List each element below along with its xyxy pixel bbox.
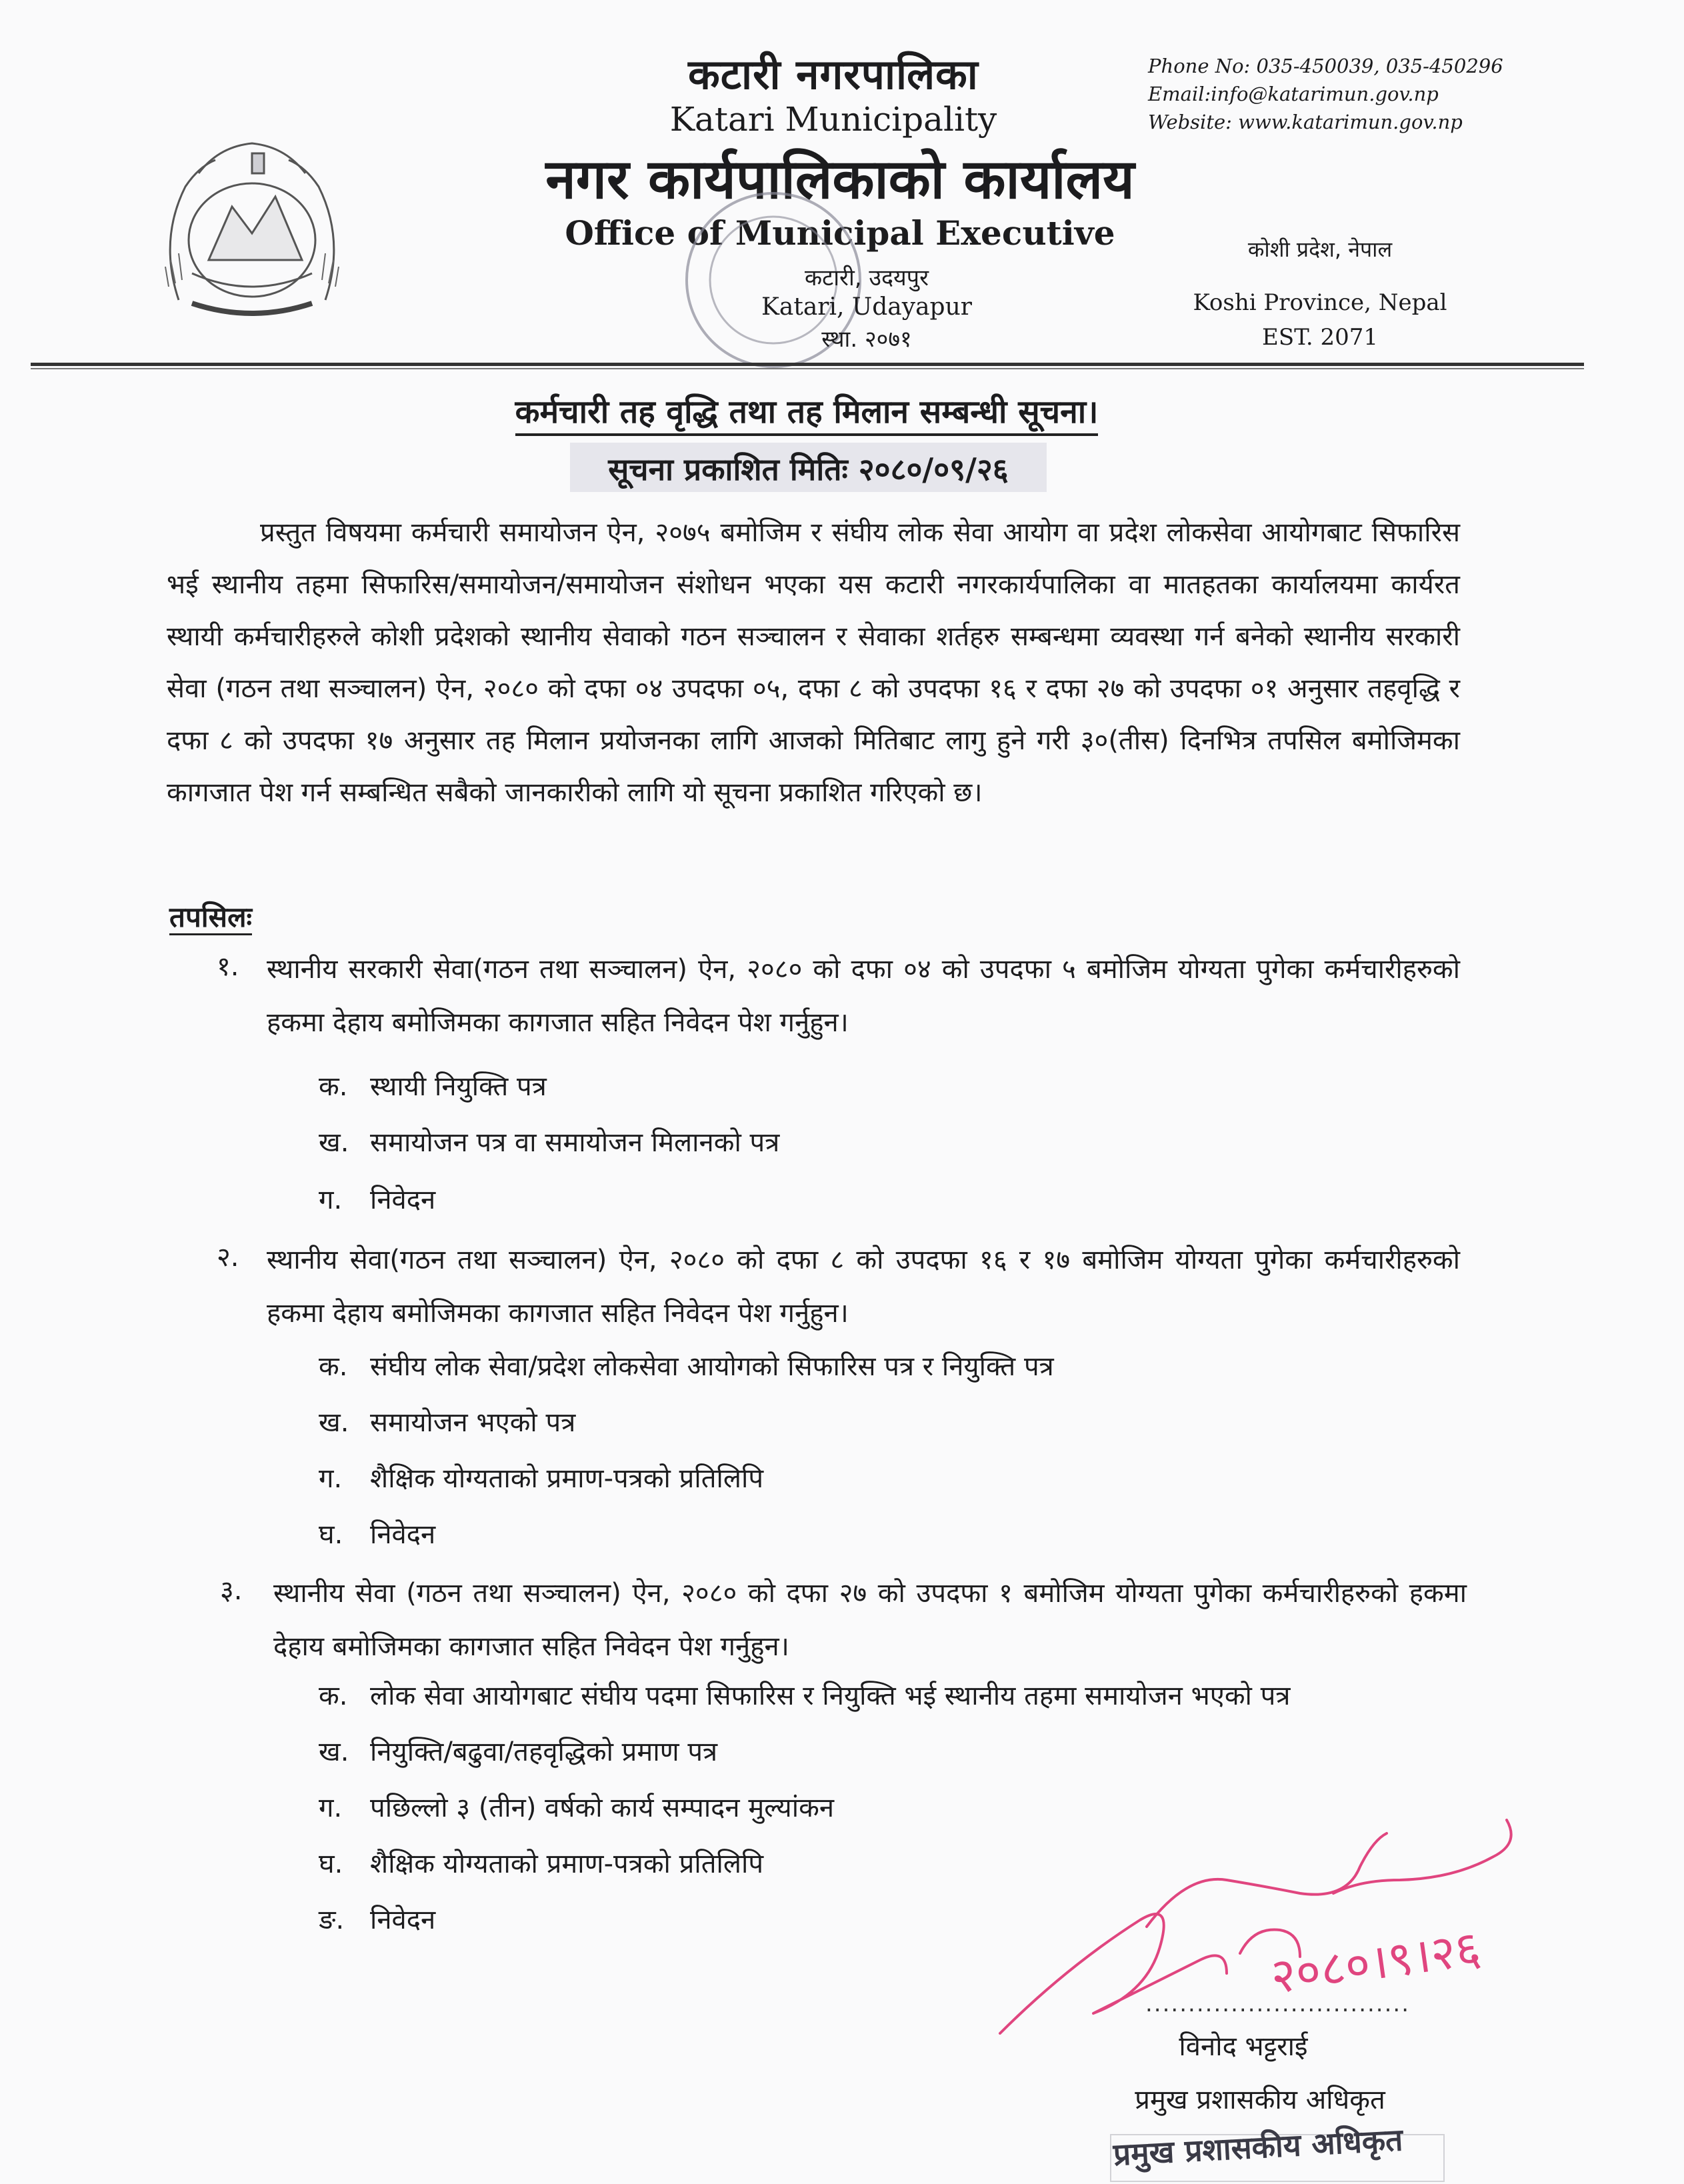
header-divider xyxy=(31,363,1584,369)
notice-published-date: सूचना प्रकाशित मितिः २०८०/०९/२६ xyxy=(608,451,1009,487)
item-text: स्थानीय सरकारी सेवा(गठन तथा सञ्चालन) ऐन, २०८० को दफा ०४ को उपदफा ५ बमोजिम योग्यता पुगेका कर्मचारीहरुको हकमा देहाय बमोजिमका कागजात सहित निवेदन पेश गर्नुहुन। xyxy=(267,954,1460,1038)
address-en: Katari, Udayapur xyxy=(761,293,972,321)
sub-item-letter: ग. xyxy=(319,1463,343,1494)
nepal-emblem-icon xyxy=(152,133,352,327)
sub-item-letter: ख. xyxy=(319,1407,349,1438)
sub-item-letter: क. xyxy=(319,1071,348,1102)
sub-item-text: नियुक्ति/बढुवा/तहवृद्धिको प्रमाण पत्र xyxy=(370,1737,718,1767)
sub-item-letter: ख. xyxy=(319,1127,349,1158)
item-text: स्थानीय सेवा (गठन तथा सञ्चालन) ऐन, २०८० को दफा २७ को उपदफा १ बमोजिम योग्यता पुगेका कर्मचारीहरुको हकमा देहाय बमोजिमका कागजात सहित निवेदन पेश गर्नुहुन। xyxy=(273,1578,1467,1662)
sub-item-text: पछिल्लो ३ (तीन) वर्षको कार्य सम्पादन मुल्यांकन xyxy=(370,1793,835,1823)
province-block-en xyxy=(1187,285,1453,355)
sub-item-letter: ङ. xyxy=(319,1905,345,1935)
item-number: ३. xyxy=(220,1575,243,1606)
item-number: १. xyxy=(217,951,239,982)
sub-item-letter: घ. xyxy=(319,1849,343,1879)
contact-block xyxy=(1148,52,1503,136)
sub-item-letter: घ. xyxy=(319,1519,343,1550)
sub-item-text: संघीय लोक सेवा/प्रदेश लोकसेवा आयोगको सिफारिस पत्र र नियुक्ति पत्र xyxy=(370,1351,1054,1382)
sub-item-text: स्थायी नियुक्ति पत्र xyxy=(370,1071,547,1102)
sub-item-text: समायोजन पत्र वा समायोजन मिलानको पत्र xyxy=(370,1127,780,1158)
item-text: स्थानीय सेवा(गठन तथा सञ्चालन) ऐन, २०८० को दफा ८ को उपदफा १६ र १७ बमोजिम योग्यता पुगेका कर्मचारीहरुको हकमा देहाय बमोजिमका कागजात सहित निवेदन पेश गर्नुहुन। xyxy=(267,1245,1460,1329)
website-address: Website: www.katarimun.gov.np xyxy=(1148,111,1463,133)
sub-item-text: शैक्षिक योग्यताको प्रमाण-पत्रको प्रतिलिपि xyxy=(370,1463,764,1494)
phone-number: Phone No: 035-450039, 035-450296 xyxy=(1148,55,1503,77)
sub-item-text: शैक्षिक योग्यताको प्रमाण-पत्रको प्रतिलिपि xyxy=(370,1849,764,1879)
province-en: Koshi Province, Nepal xyxy=(1193,289,1447,316)
municipality-name-ne: कटारी नगरपालिका xyxy=(688,50,979,99)
sub-item-text: लोक सेवा आयोगबाट संघीय पदमा सिफारिस र नियुक्ति भई स्थानीय तहमा समायोजन भएको पत्र xyxy=(370,1681,1291,1711)
office-name-ne: नगर कार्यपालिकाको कार्यालय xyxy=(545,148,1135,211)
item-number: २. xyxy=(217,1242,239,1273)
intro-text: प्रस्तुत विषयमा कर्मचारी समायोजन ऐन, २०७५ बमोजिम र संघीय लोक सेवा आयोग वा प्रदेश लोकसेवा आयोगबाट सिफारिस भई स्थानीय तहमा सिफारिस/समायोजन/समायोजन संशोधन भएका यस कटारी नगरकार्यपालिका वा मातहतका कार्यालयमा कार्यरत स्थायी कर्मचारीहरुले कोशी प्रदेशको स्थानीय सेवाको गठन सञ्चालन र सेवाका शर्तहरु सम्बन्धमा व्यवस्था गर्न बनेको स्थानीय सरकारी सेवा (गठन तथा सञ्चालन) ऐन, २०८० को दफा ०४ उपदफा ०५, दफा ८ को उपदफा १६ र दफा २७ को उपदफा ०१ अनुसार तहवृद्धि र दफा ८ को उपदफा १७ अनुसार तह मिलान प्रयोजनका लागि आजको मितिबाट लागु हुने गरी ३०(तीस) दिनभित्र तपसिल बमोजिमका कागजात पेश गर्न सम्बन्धित सबैको जानकारीको लागि यो सूचना प्रकाशित गरिएको छ। xyxy=(167,517,1460,808)
rubber-stamp-text: प्रमुख प्रशासकीय अधिकृत xyxy=(1112,2121,1404,2173)
office-name-en: Office of Municipal Executive xyxy=(565,213,1115,253)
intro-paragraph xyxy=(167,507,1460,819)
sub-item-text: समायोजन भएको पत्र xyxy=(370,1407,576,1438)
signature-date: २०८०।९।२६ xyxy=(1267,1919,1484,2005)
notice-title-text: कर्मचारी तह वृद्धि तथा तह मिलान सम्बन्धी सूचना। xyxy=(515,393,1099,436)
sub-item-text: निवेदन xyxy=(370,1185,436,1215)
schedule-heading xyxy=(169,897,252,935)
address-ne: कटारी, उदयपुर xyxy=(804,265,929,291)
sub-item-letter: ग. xyxy=(319,1793,343,1823)
established-ne: स्था. २०७१ xyxy=(821,326,912,353)
sub-item-letter: ग. xyxy=(319,1185,343,1215)
sub-item-text: निवेदन xyxy=(370,1519,436,1550)
notice-title xyxy=(480,389,1133,433)
province-ne: कोशी प्रदेश, नेपाल xyxy=(1247,237,1393,262)
signer-name: विनोद भट्टराई xyxy=(1179,2031,1308,2062)
email-address: Email:info@katarimun.gov.np xyxy=(1148,83,1439,105)
municipality-name-en: Katari Municipality xyxy=(669,100,997,139)
sub-item-letter: क. xyxy=(319,1351,348,1382)
signer-title: प्रमुख प्रशासकीय अधिकृत xyxy=(1135,2085,1385,2115)
sub-item-letter: क. xyxy=(319,1681,348,1711)
established-en: EST. 2071 xyxy=(1262,324,1378,351)
signature-line: ............................... xyxy=(1145,1991,1411,2017)
schedule-heading-text: तपसिलः xyxy=(169,901,252,935)
sub-item-letter: ख. xyxy=(319,1737,349,1767)
sub-item-text: निवेदन xyxy=(370,1905,436,1935)
